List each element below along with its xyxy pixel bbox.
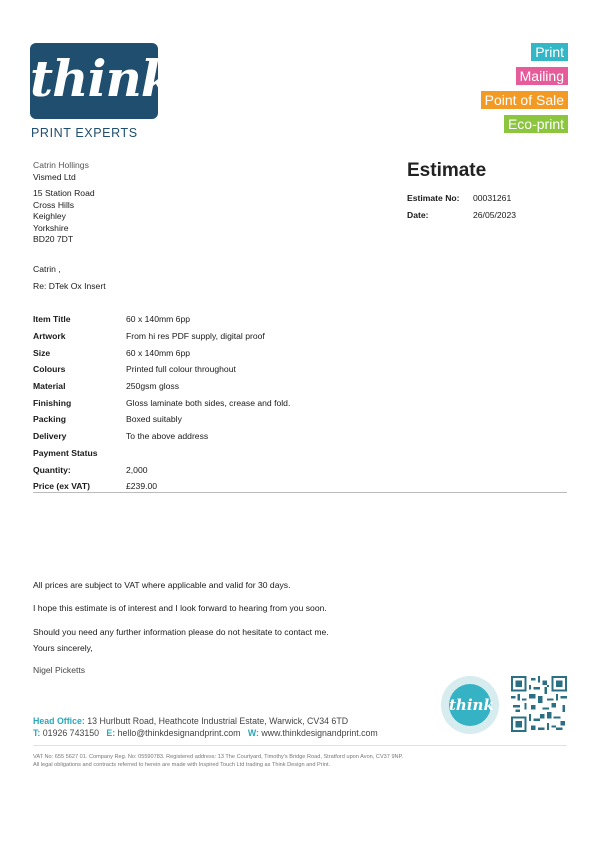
web-link[interactable]: www.thinkdesignandprint.com [261, 728, 378, 738]
item-row [33, 411, 567, 428]
recipient-name: Catrin Hollings [33, 160, 89, 170]
service-tag-mailing: Mailing [516, 67, 568, 85]
item-label: Finishing [33, 397, 72, 408]
service-tag-print: Print [531, 43, 568, 61]
item-value: Printed full colour throughout [126, 364, 236, 375]
estimate-number: 00031261 [473, 193, 512, 203]
closing-paragraph: I hope this estimate is of interest and I look forward to hearing from you soon. [33, 603, 327, 613]
item-value: 250gsm gloss [126, 381, 180, 392]
item-row [33, 461, 567, 478]
item-label: Delivery [33, 431, 67, 442]
item-label: Colours [33, 364, 66, 375]
logo-subtitle: PRINT EXPERTS [31, 126, 138, 140]
vat-note: All prices are subject to VAT where applicable and valid for 30 days. [33, 580, 291, 590]
qr-code-icon [511, 676, 567, 732]
document-title: Estimate [407, 160, 487, 181]
item-value: 2,000 [126, 464, 148, 475]
service-tag-eco-print: Eco-print [504, 115, 568, 133]
head-office-address [33, 716, 348, 726]
service-tag-point-of-sale: Point of Sale [481, 91, 568, 109]
item-label: Artwork [33, 331, 66, 342]
email-label: E: [106, 728, 116, 738]
web-label: W: [247, 728, 259, 738]
footer-divider [33, 745, 567, 746]
estimate-number-row [407, 193, 511, 203]
item-label: Quantity: [33, 464, 71, 475]
greeting: Catrin , [33, 264, 61, 274]
item-value: From hi res PDF supply, digital proof [126, 331, 265, 342]
company-logo [30, 43, 175, 119]
contact-details [33, 728, 378, 738]
item-label: Size [33, 347, 51, 358]
address-line: BD20 7DT [33, 234, 74, 244]
estimate-date-row [407, 210, 516, 220]
item-row [33, 428, 567, 445]
item-label: Price (ex VAT) [33, 481, 90, 492]
reference-line: Re: DTek Ox Insert [33, 281, 106, 291]
item-row [33, 361, 567, 378]
item-label: Payment Status [33, 447, 98, 458]
services-list [408, 43, 568, 139]
estimate-date: 26/05/2023 [473, 210, 517, 220]
item-value: 60 x 140mm 6pp [126, 347, 191, 358]
head-office-label: Head Office: [33, 716, 85, 726]
estimate-number-label: Estimate No: [407, 193, 460, 203]
legal-text: All legal obligations and contracts referred to herein are made with Inspired Touch Ltd trading as Think Design and Print. [33, 762, 331, 768]
head-office-text: 13 Hurlbutt Road, Heathcote Industrial Estate, Warwick, CV34 6TD [87, 716, 349, 726]
email-link[interactable]: hello@thinkdesignandprint.com [117, 728, 241, 738]
item-value: £239.00 [126, 481, 158, 492]
items-divider [33, 492, 567, 493]
recipient-address [33, 160, 95, 246]
item-value: Boxed suitably [126, 414, 182, 425]
estimate-items [33, 311, 567, 495]
badge-logo: think [449, 684, 491, 726]
item-row [33, 445, 567, 462]
item-label: Item Title [33, 314, 71, 325]
tel-label: T: [33, 728, 41, 738]
legal-text: VAT No: 655 5627 01. Company Reg. No: 05590783. Registered address: 13 The Courtyard, Timothy's Bridge Road, Stratford upon Avon, CV37 9NP. [33, 754, 404, 760]
item-label: Material [33, 381, 66, 392]
item-row [33, 344, 567, 361]
estimate-date-label: Date: [407, 210, 429, 220]
address-line: Yorkshire [33, 222, 69, 233]
address-line: Cross Hills [33, 199, 75, 210]
logo-wordmark: think [30, 49, 175, 108]
item-row [33, 328, 567, 345]
signatory-name: Nigel Picketts [33, 665, 86, 675]
item-value: Gloss laminate both sides, crease and fold. [126, 397, 291, 408]
item-row [33, 394, 567, 411]
item-row [33, 378, 567, 395]
accreditation-badge [441, 676, 499, 734]
address-line: 15 Station Road [33, 188, 95, 198]
address-line: Keighley [33, 211, 66, 221]
sign-off: Yours sincerely, [33, 643, 93, 653]
tel-number: 01926 743150 [42, 728, 100, 738]
item-value: 60 x 140mm 6pp [126, 314, 191, 325]
item-label: Packing [33, 414, 66, 425]
closing-paragraph: Should you need any further information please do not hesitate to contact me. [33, 627, 329, 637]
recipient-company: Vismed Ltd [33, 171, 76, 182]
item-value: To the above address [126, 431, 209, 442]
item-row [33, 311, 567, 328]
